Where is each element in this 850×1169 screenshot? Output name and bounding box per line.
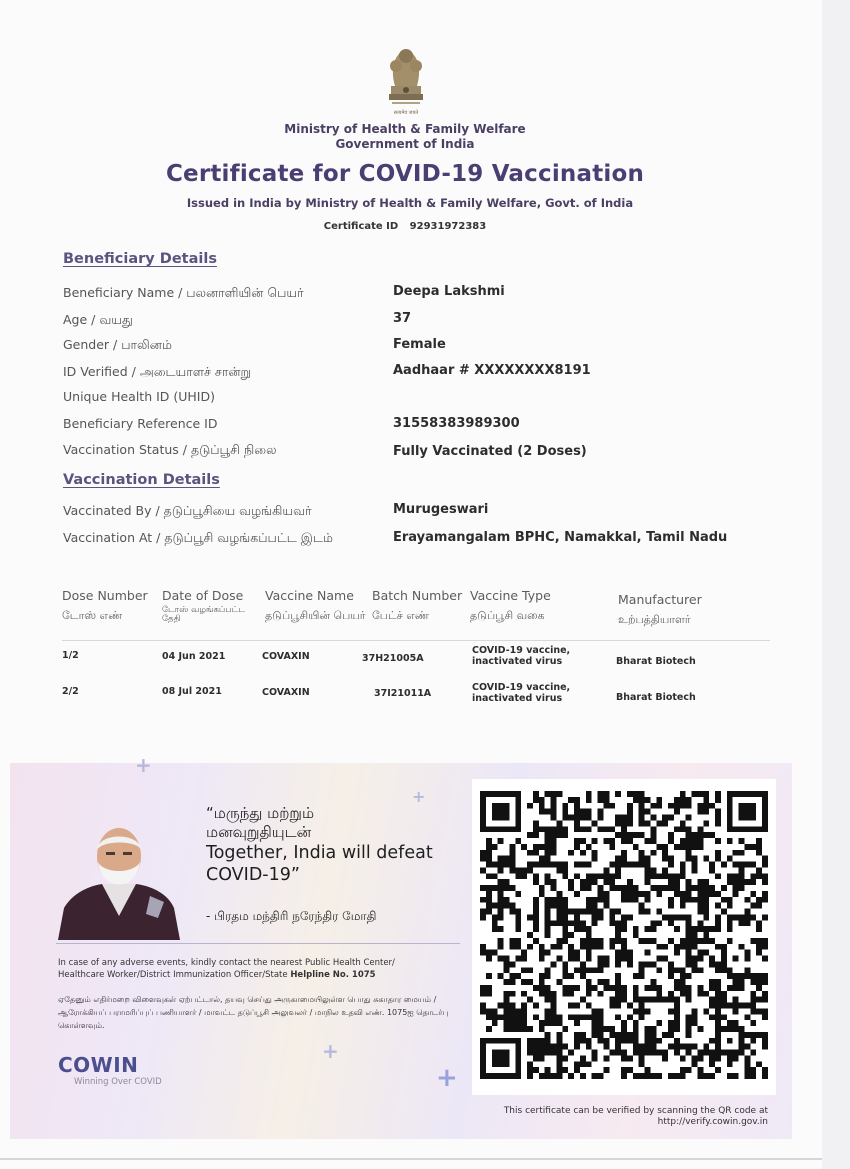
quote-en-line: Together, India will defeat — [206, 843, 433, 863]
verify-url: http://verify.cowin.gov.in — [657, 1117, 768, 1127]
gender-label: Gender / பாலினம் — [63, 337, 172, 352]
qr-code — [480, 787, 768, 1083]
certificate-id-value: 92931972383 — [409, 221, 487, 232]
plus-decoration-icon: + — [412, 787, 426, 806]
type-line: COVID-19 vaccine, — [472, 645, 571, 656]
type-line: inactivated virus — [472, 693, 563, 704]
verify-line: This certificate can be verified by scanning the QR code at — [503, 1106, 768, 1116]
id-verified-value: Aadhaar # XXXXXXXX8191 — [393, 363, 591, 378]
helpline-line: Healthcare Worker/District Immunization Officer/State — [58, 970, 288, 980]
helpline-text-tamil: ஏதேனும் எதிர்மறை விளைவுகள் ஏற்பட்டால், தயவு செய்து அருகாமையிலுள்ள பொது சுகாதார மையம் / ஆரோக்கியப் பராமரிப்புப் பணியாளர் / மாவட்ட தடுப்பூசி அலுவலர் / மாநில உதவி எண். 1075ஐ தொடர்பு கொள்ளவும். — [58, 995, 449, 1030]
dose-1-manufacturer: Bharat Biotech — [616, 656, 696, 667]
dose-2-date: 08 Jul 2021 — [162, 686, 222, 697]
vaccination-at-value: Erayamangalam BPHC, Namakkal, Tamil Nadu — [393, 530, 728, 545]
type-line: COVID-19 vaccine, — [472, 682, 571, 693]
plus-decoration-icon: + — [436, 1063, 458, 1093]
age-label: Age / வயது — [63, 312, 133, 327]
dose-2-number: 2/2 — [62, 686, 79, 697]
header-en: Manufacturer — [618, 592, 702, 607]
header-en: Dose Number — [62, 588, 148, 603]
dose-2-batch: 37I21011A — [374, 688, 432, 699]
quote-ta-line: “மருந்து மற்றும் — [206, 804, 315, 822]
header-vaccine-type — [470, 588, 551, 623]
header-manufacturer — [618, 592, 702, 627]
banner-divider — [56, 943, 460, 944]
prime-minister-photo — [58, 820, 180, 940]
header-ta: தடுப்பூசியின் பெயர் — [265, 609, 366, 622]
issued-by: Issued in India by Ministry of Health & Family Welfare, Govt. of India — [186, 196, 634, 210]
page-bottom-line — [0, 1158, 822, 1160]
ministry-line: Ministry of Health & Family Welfare — [284, 122, 526, 136]
national-emblem-icon — [381, 42, 431, 120]
age-value: 37 — [393, 311, 412, 326]
helpline-line: In case of any adverse events, kindly contact the nearest Public Health Center/ — [58, 958, 395, 968]
header-ta: தடுப்பூசி வகை — [470, 609, 545, 622]
uhid-label: Unique Health ID (UHID) — [63, 389, 215, 404]
id-verified-label: ID Verified / அடையாளச் சான்று — [63, 364, 251, 379]
dose-2-manufacturer: Bharat Biotech — [616, 692, 696, 703]
vaccinated-by-label: Vaccinated By / தடுப்பூசியை வழங்கியவர் — [63, 503, 312, 518]
reference-id-label: Beneficiary Reference ID — [63, 416, 218, 431]
reference-id-value: 31558383989300 — [393, 416, 520, 431]
type-line: inactivated virus — [472, 656, 563, 667]
dose-1-batch: 37H21005A — [362, 653, 424, 664]
cowin-logo: COWIN — [58, 1053, 139, 1077]
page-edge — [822, 0, 850, 1169]
qr-finder-pattern — [739, 803, 757, 821]
certificate-id-label: Certificate ID — [323, 221, 399, 232]
plus-decoration-icon: + — [135, 753, 152, 777]
header-en: Vaccine Type — [470, 588, 551, 603]
header-en: Batch Number — [372, 588, 463, 603]
dose-2-type — [472, 682, 570, 704]
beneficiary-name-value: Deepa Lakshmi — [393, 284, 505, 299]
qr-code-frame — [472, 779, 776, 1095]
dose-1-number: 1/2 — [62, 650, 79, 661]
dose-1-date: 04 Jun 2021 — [162, 651, 226, 662]
beneficiary-name-label: Beneficiary Name / பலனாளியின் பெயர் — [63, 285, 304, 300]
emblem-motto: सत्यमेव जयते — [393, 110, 419, 116]
dose-1-vaccine: COVAXIN — [262, 651, 310, 662]
helpline-text — [58, 957, 470, 981]
header-en: Vaccine Name — [265, 588, 354, 603]
qr-finder-pattern — [727, 1038, 733, 1044]
certificate-id — [250, 221, 560, 232]
certificate-title: Certificate for COVID-19 Vaccination — [165, 161, 645, 187]
vaccination-section-title: Vaccination Details — [63, 472, 220, 488]
info-banner — [10, 753, 792, 1139]
dose-2-vaccine: COVAXIN — [262, 687, 310, 698]
helpline-number: Helpline No. 1075 — [290, 970, 376, 980]
quote-attribution: - பிரதம மந்திரி நரேந்திர மோதி — [206, 909, 377, 923]
dose-1-type — [472, 645, 570, 667]
header-vaccine-name — [265, 588, 365, 623]
vaccinated-by-value: Murugeswari — [393, 502, 489, 517]
ministry-name — [250, 122, 560, 152]
header-ta: பேட்ச் எண் — [372, 609, 429, 622]
vaccination-status-label: Vaccination Status / தடுப்பூசி நிலை — [63, 442, 277, 457]
government-line: Government of India — [335, 137, 475, 151]
header-date-of-dose — [162, 588, 262, 624]
quote — [206, 804, 466, 886]
verify-text — [498, 1106, 768, 1128]
vaccination-status-value: Fully Vaccinated (2 Doses) — [393, 444, 587, 459]
vaccination-at-label: Vaccination At / தடுப்பூசி வழங்கப்பட்ட இடம் — [63, 530, 333, 545]
header-dose-number — [62, 588, 148, 623]
qr-finder-pattern — [492, 803, 510, 821]
qr-finder-pattern — [492, 1050, 510, 1068]
cowin-tagline: Winning Over COVID — [74, 1077, 162, 1087]
quote-en-line: COVID-19” — [206, 865, 300, 885]
beneficiary-section-title: Beneficiary Details — [63, 251, 217, 267]
gender-value: Female — [393, 337, 446, 352]
plus-decoration-icon: + — [322, 1039, 339, 1063]
header-batch-number — [372, 588, 462, 623]
quote-ta-line: மனவுறுதியுடன் — [206, 823, 312, 841]
header-ta: டோஸ் எண் — [62, 609, 123, 622]
header-ta: உற்பத்தியாளர் — [618, 613, 691, 626]
header-en: Date of Dose — [162, 588, 244, 603]
header-ta: டோஸ் வழங்கப்பட்ட தேதி — [162, 605, 246, 624]
table-divider — [62, 640, 770, 641]
